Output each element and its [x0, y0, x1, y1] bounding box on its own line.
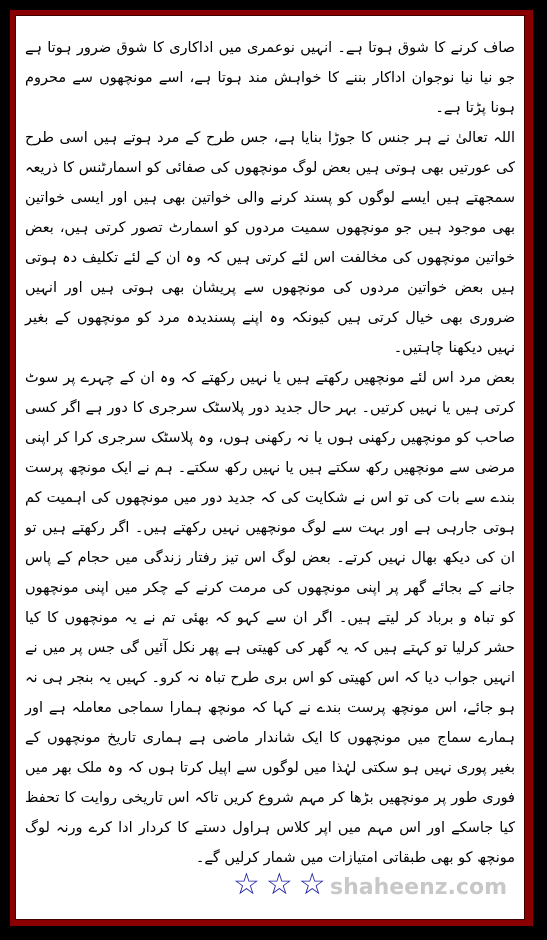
- article-body: [25, 33, 515, 873]
- paragraph-3: بعض مرد اس لئے مونچھیں رکھتے ہیں یا نہیں رکھتے کہ وہ ان کے چہرے پر سوٹ کرتی ہیں یا نہیں کرتیں۔ بہر حال جدید دور پلاسٹک سرجری کا دور ہے اگر کسی صاحب کو مونچھیں رکھنی ہوں یا نہ رکھنی ہوں، وہ پلاسٹک سرجری کرا کر اپنی مرضی سے مونچھیں رکھ سکتے ہیں یا نہیں رکھ سکتے۔ ہم نے ایک مونچھ پرست بندے سے بات کی تو اس نے شکایت کی کہ جدید دور میں مونچھوں کی اہمیت کم ہوتی جارہی ہے اور بہت سے لوگ مونچھیں نہیں رکھتے ہیں۔ اگر رکھتے ہیں تو ان کی دیکھ بھال نہیں کرتے۔ بعض لوگ اس تیز رفتار زندگی میں حجام کے پاس جانے کے بجائے گھر پر اپنی مونچھوں کی مرمت کرنے کے چکر میں اپنی مونچھوں کو تباہ و برباد کر لیتے ہیں۔ اگر ان سے کہو کہ بھئی تم نے یہ مونچھوں کا کیا حشر کرلیا تو کہتے ہیں کہ یہ گھر کی کھیتی ہے پھر نکل آئیں گی جس پر میں نے انہیں جواب دیا کہ اس کھیتی کو اس بری طرح تباہ نہ کرو۔ کہیں یہ بنجر ہی نہ ہو جائے، اس مونچھ پرست بندے نے کہا کہ مونچھ ہمارا سماجی معاملہ ہے اور ہمارے سماج میں مونچھوں کا ایک شاندار ماضی ہے ہماری تاریخ مونچھوں کے بغیر پوری نہیں ہو سکتی لہٰذا میں لوگوں سے اپیل کرتا ہوں کہ وہ ملک بھر میں فوری طور پر مونچھیں بڑھا کر مہم شروع کریں تاکہ اس تاریخی روایت کا تحفظ کیا جاسکے اور اس مہم میں اپر کلاس ہراول دستے کا کردار ادا کرے ورنہ لوگ مونچھ کو بھی طبقاتی امتیازات میں شمار کرلیں گے۔: [25, 370, 515, 866]
- article-page: [15, 15, 525, 920]
- star-ornament: ☆☆☆: [233, 867, 332, 902]
- paragraph-1: صاف کرنے کا شوق ہوتا ہے۔ انہیں نوعمری میں اداکاری کا شوق ضرور ہوتا ہے جو نیا نیا نوجوان اداکار بننے کا خواہش مند ہوتا ہے، اسے مونچھوں سے محروم ہونا پڑتا ہے۔: [25, 40, 515, 116]
- paragraph-2: اللہ تعالیٰ نے ہر جنس کا جوڑا بنایا ہے، جس طرح کے مرد ہوتے ہیں اسی طرح کی عورتیں بھی ہوتی ہیں بعض لوگ مونچھوں کی صفائی کو اسمارٹنس کا ذریعہ سمجھتے ہیں ایسے لوگوں کو پسند کرنے والی خواتین بھی ہیں اور ایسی خواتین بھی موجود ہیں جو مونچھوں سمیت مردوں کو اسمارٹ تصور کرتی ہیں، بعض خواتین مونچھوں کی مخالفت اس لئے کرتی ہیں کہ وہ ان کے لئے تکلیف دہ ہوتی ہیں بعض خواتین مردوں کی مونچھوں سے پریشان بھی ہوتی ہیں اور انہیں ضروری بھی خیال کرتی ہیں کیونکہ وہ اپنے پسندیدہ مرد کو مونچھوں کے بغیر نہیں دیکھنا چاہتیں۔: [25, 130, 515, 356]
- site-watermark: shaheenz.com: [329, 875, 507, 900]
